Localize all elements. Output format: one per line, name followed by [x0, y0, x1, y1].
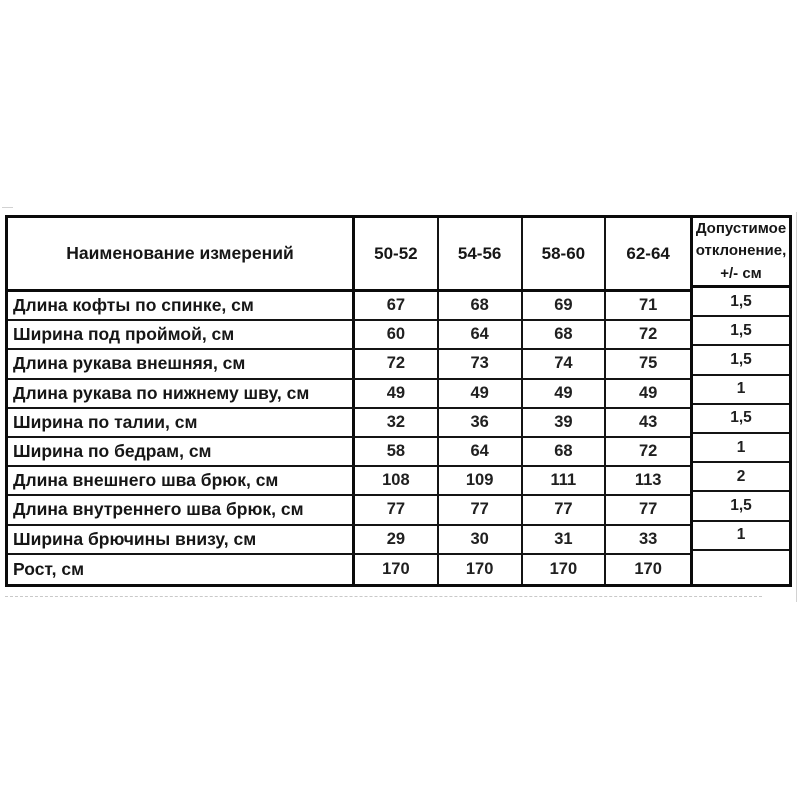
table-row: [8, 555, 690, 584]
table-row: [8, 380, 690, 409]
table-body: [8, 292, 690, 584]
table-row: [8, 438, 690, 467]
size-value-cell: 43: [638, 412, 658, 431]
size-value-cell: 49: [638, 383, 658, 402]
measurement-label: Длина внутреннего шва брюк, см: [8, 496, 355, 523]
size-value-cell: 39: [523, 409, 607, 436]
deviation-value-cell: 1: [693, 434, 789, 463]
deviation-value-cell: 1,5: [693, 492, 789, 521]
size-value-cell: 170: [634, 559, 662, 578]
size-value-cell: 109: [439, 467, 523, 494]
size-value-cell: 58: [355, 438, 439, 465]
measurements-section: [8, 218, 690, 584]
size-column-header: 54-56: [439, 218, 523, 289]
deviation-value-cell: 1: [693, 522, 789, 551]
table-row: [8, 409, 690, 438]
size-value-cell: 36: [439, 409, 523, 436]
measurement-label: Длина кофты по спинке, см: [8, 292, 355, 319]
measurement-label: Длина внешнего шва брюк, см: [8, 467, 355, 494]
sheet-gridline-horizontal: [5, 596, 762, 597]
measurement-label: Длина рукава внешняя, см: [8, 350, 355, 377]
size-value-cell: 170: [439, 555, 523, 584]
size-chart-table: [5, 215, 792, 587]
measurement-label: Ширина брючины внизу, см: [8, 526, 355, 553]
deviation-header-cell: Допустимое отклонение, +/- см: [693, 218, 789, 288]
measurement-label: Ширина по талии, см: [8, 409, 355, 436]
table-row: [8, 496, 690, 525]
size-value-cell: 33: [638, 529, 658, 548]
size-value-cell: 69: [523, 292, 607, 319]
deviation-value-cell: 1,5: [693, 346, 789, 375]
size-column-header: 58-60: [523, 218, 607, 289]
size-value-cell: 77: [355, 496, 439, 523]
size-value-cell: 170: [355, 555, 439, 584]
size-value-cell: 77: [523, 496, 607, 523]
size-value-cell: 31: [523, 526, 607, 553]
size-value-cell: 77: [638, 500, 658, 519]
size-value-cell: 49: [439, 380, 523, 407]
deviation-value-cell: 1,5: [693, 288, 789, 317]
size-value-cell: 49: [523, 380, 607, 407]
size-value-cell: 67: [355, 292, 439, 319]
size-value-cell: 32: [355, 409, 439, 436]
size-value-cell: 170: [523, 555, 607, 584]
size-value-cell: 68: [439, 292, 523, 319]
size-value-cell: 77: [439, 496, 523, 523]
table-row: [8, 292, 690, 321]
size-value-cell: 60: [355, 321, 439, 348]
size-value-cell: 73: [439, 350, 523, 377]
size-value-cell: 72: [638, 442, 658, 461]
size-value-cell: 49: [355, 380, 439, 407]
measurement-label: Длина рукава по нижнему шву, см: [8, 380, 355, 407]
size-value-cell: 68: [523, 321, 607, 348]
table-row: [8, 467, 690, 496]
table-row: [8, 350, 690, 379]
size-value-cell: 72: [638, 325, 658, 344]
deviation-value-cell: 1,5: [693, 405, 789, 434]
measurement-label: Ширина по бедрам, см: [8, 438, 355, 465]
deviation-cells: [693, 288, 789, 584]
size-value-cell: 75: [638, 354, 658, 373]
size-value-cell: 72: [355, 350, 439, 377]
sheet-gridline-tick: [2, 207, 13, 208]
size-value-cell: 64: [439, 438, 523, 465]
size-value-cell: 68: [523, 438, 607, 465]
size-value-cell: 29: [355, 526, 439, 553]
table-header-row: [8, 218, 690, 292]
deviation-value-cell: 2: [693, 463, 789, 492]
measurement-label: Рост, см: [8, 555, 355, 584]
table-row: [8, 321, 690, 350]
size-value-cell: 113: [634, 471, 662, 490]
measurements-header-cell: Наименование измерений: [8, 218, 355, 289]
size-value-cell: 30: [439, 526, 523, 553]
deviation-value-cell: 1,5: [693, 317, 789, 346]
deviation-value-cell: 1: [693, 376, 789, 405]
size-value-cell: 111: [523, 467, 607, 494]
deviation-column: [690, 218, 789, 584]
size-value-cell: 64: [439, 321, 523, 348]
size-value-cell: 74: [523, 350, 607, 377]
size-column-header: 50-52: [355, 218, 439, 289]
table-row: [8, 526, 690, 555]
size-value-cell: 108: [355, 467, 439, 494]
size-value-cell: 71: [638, 296, 658, 315]
sheet-gridline-vertical: [796, 212, 797, 602]
size-column-header: 62-64: [626, 243, 670, 263]
deviation-empty-cell: [693, 551, 789, 584]
measurement-label: Ширина под проймой, см: [8, 321, 355, 348]
